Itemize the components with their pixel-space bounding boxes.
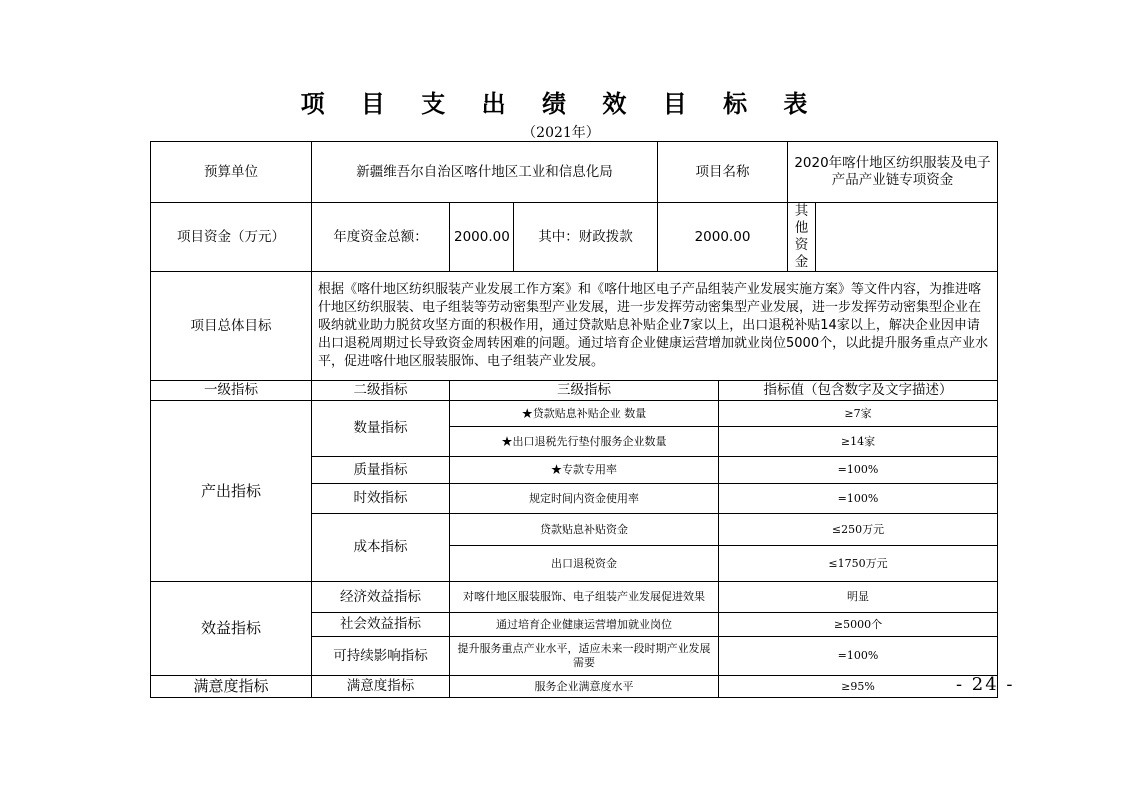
page-number: - 24 -	[956, 674, 1015, 695]
page-title: 项 目 支 出 绩 效 目 标 表	[300, 90, 822, 118]
indicator-name: 出口退税资金	[450, 546, 719, 582]
sub-social: 社会效益指标	[312, 613, 450, 637]
project-name-value: 2020年喀什地区纺织服装及电子产品产业链专项资金	[788, 142, 998, 203]
table-row	[151, 582, 998, 613]
indicator-name: 规定时间内资金使用率	[450, 484, 719, 514]
fiscal-value: 2000.00	[658, 203, 788, 272]
table-row	[151, 401, 998, 427]
indicator-name: 服务企业满意度水平	[450, 676, 719, 698]
budget-unit-row	[151, 142, 998, 203]
col-level3: 三级指标	[450, 381, 719, 401]
indicator-value: ≥5000个	[719, 613, 998, 637]
sub-quantity: 数量指标	[312, 401, 450, 457]
indicator-name: ★贷款贴息补贴企业 数量	[450, 401, 719, 427]
indicator-name: 贷款贴息补贴资金	[450, 514, 719, 546]
table-row	[151, 676, 998, 698]
indicator-value: ≥95%	[719, 676, 998, 698]
group-benefit: 效益指标	[151, 582, 312, 676]
project-name-label: 项目名称	[658, 142, 788, 203]
indicator-value: =100%	[719, 484, 998, 514]
group-satisfaction: 满意度指标	[151, 676, 312, 698]
sub-cost: 成本指标	[312, 514, 450, 582]
column-header-row	[151, 381, 998, 401]
indicator-value: 明显	[719, 582, 998, 613]
sub-timeliness: 时效指标	[312, 484, 450, 514]
annual-total-value: 2000.00	[450, 203, 514, 272]
year-label: （2021年）	[522, 125, 600, 141]
sub-satisfaction: 满意度指标	[312, 676, 450, 698]
indicator-name: ★专款专用率	[450, 457, 719, 484]
budget-unit-value: 新疆维吾尔自治区喀什地区工业和信息化局	[312, 142, 658, 203]
col-level1: 一级指标	[151, 381, 312, 401]
indicator-name: 提升服务重点产业水平，适应未来一段时期产业发展需要	[450, 637, 719, 676]
indicator-value: ≥14家	[719, 427, 998, 457]
col-value: 指标值（包含数字及文字描述）	[719, 381, 998, 401]
indicator-value: =100%	[719, 637, 998, 676]
indicator-value: =100%	[719, 457, 998, 484]
sub-sustainable: 可持续影响指标	[312, 637, 450, 676]
sub-quality: 质量指标	[312, 457, 450, 484]
other-funds-label: 其他资金	[788, 203, 816, 272]
overall-goal-row	[151, 272, 998, 381]
other-funds-value	[816, 203, 998, 272]
indicator-value: ≥7家	[719, 401, 998, 427]
sub-economic: 经济效益指标	[312, 582, 450, 613]
indicator-name: 对喀什地区服装服饰、电子组装产业发展促进效果	[450, 582, 719, 613]
indicator-value: ≤250万元	[719, 514, 998, 546]
annual-total-label: 年度资金总额：	[312, 203, 450, 272]
indicator-name: 通过培育企业健康运营增加就业岗位	[450, 613, 719, 637]
overall-goal-label: 项目总体目标	[151, 272, 312, 381]
overall-goal-text: 根据《喀什地区纺织服装产业发展工作方案》和《喀什地区电子产品组装产业发展实施方案》等文件内容，为推进喀什地区纺织服装、电子组装等劳动密集型产业发展，进一步发挥劳动密集型产业发展，进一步发挥劳动密集型企业在吸纳就业助力脱贫攻坚方面的积极作用，通过贷款贴息补贴企业7家以上，出口退税补贴14家以上，解决企业因申请出口退税周期过长导致资金周转困难的问题。通过培育企业健康运营增加就业岗位5000个，以此提升服务重点产业水平，促进喀什地区服装服饰、电子组装产业发展。	[312, 272, 998, 381]
indicator-value: ≤1750万元	[719, 546, 998, 582]
indicator-name: ★出口退税先行垫付服务企业数量	[450, 427, 719, 457]
funds-row	[151, 203, 998, 272]
col-level2: 二级指标	[312, 381, 450, 401]
funds-label: 项目资金（万元）	[151, 203, 312, 272]
performance-table	[150, 141, 998, 698]
fiscal-label: 其中：财政拨款	[514, 203, 658, 272]
budget-unit-label: 预算单位	[151, 142, 312, 203]
group-output: 产出指标	[151, 401, 312, 582]
